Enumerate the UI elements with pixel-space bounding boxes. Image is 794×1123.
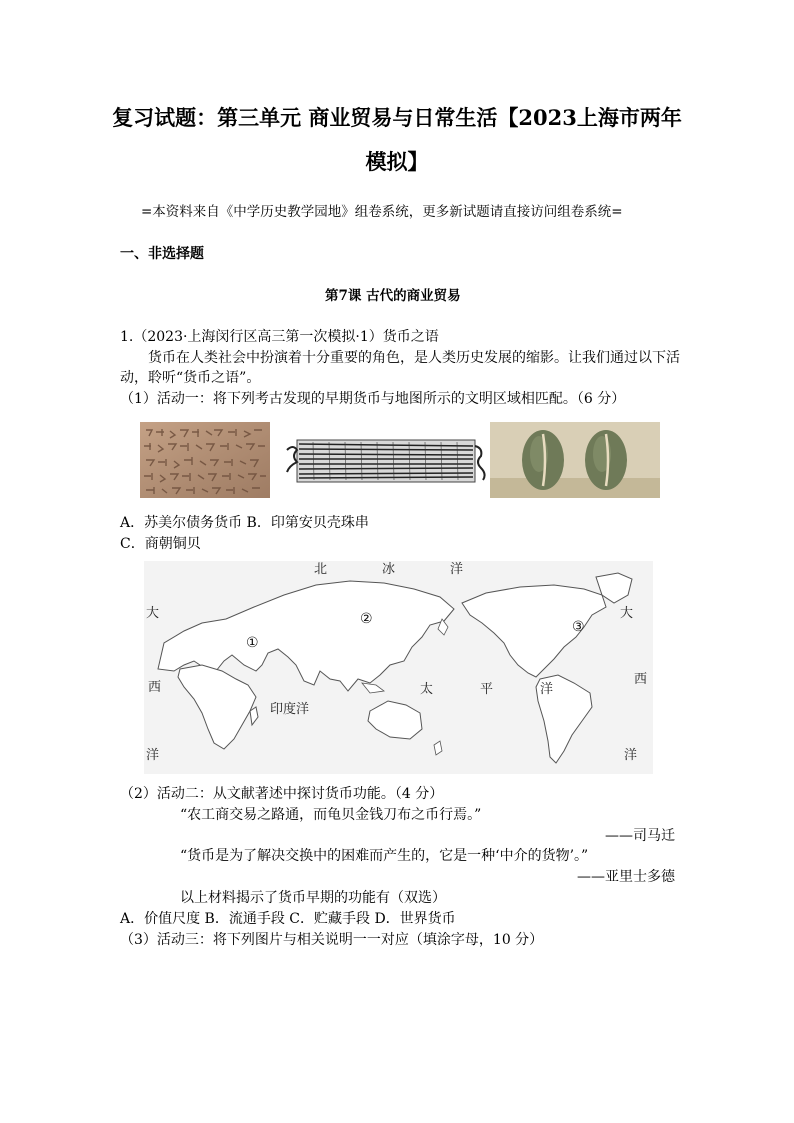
map-label-indian-ocean: 印度洋 xyxy=(270,702,310,717)
map-label-arctic-2: 冰 xyxy=(382,562,396,577)
map-label-atlantic-left-1: 大 xyxy=(146,606,160,621)
activity-two-choices: A．价值尺度 B．流通手段 C．贮藏手段 D．世界货币 xyxy=(120,911,456,927)
map-label-pacific-1: 太 xyxy=(420,682,434,697)
map-label-arctic-3: 洋 xyxy=(450,562,464,577)
section-heading: 一、非选择题 xyxy=(120,246,204,262)
question-intro: 货币在人类社会中扮演着十分重要的角色，是人类历史发展的缩影。让我们通过以下活 xyxy=(148,350,680,366)
options-line: A．苏美尔债务货币 B．印第安贝壳珠串 xyxy=(120,515,369,531)
map-label-pacific-3: 洋 xyxy=(540,682,554,697)
quote-sima-qian: “农工商交易之路通，而龟贝金钱刀布之币行焉。” xyxy=(180,807,482,823)
activity-two-prompt: （2）活动二：从文献著述中探讨货币功能。（4 分） xyxy=(120,786,444,802)
map-label-pacific-2: 平 xyxy=(480,682,494,697)
quote-attribution-aristotle: ——亚里士多德 xyxy=(577,869,675,885)
map-marker-3: ③ xyxy=(572,619,585,635)
map-label-arctic-1: 北 xyxy=(314,562,328,577)
activity-two-question: 以上材料揭示了货币早期的功能有（双选） xyxy=(180,890,446,906)
question-header: 1.（2023·上海闵行区高三第一次模拟·1）货币之语 xyxy=(120,329,439,345)
page-title-continued: 模拟】 xyxy=(365,149,429,174)
activity-three-prompt: （3）活动三：将下列图片与相关说明一一对应（填涂字母，10 分） xyxy=(120,932,544,948)
world-map xyxy=(144,561,653,774)
clay-tablet-image xyxy=(140,422,270,498)
quote-attribution-sima-qian: ——司马迁 xyxy=(605,828,675,844)
map-label-atlantic-right-1: 大 xyxy=(620,606,634,621)
quote-aristotle: “货币是为了解决交换中的困难而产生的，它是一种‘中介的货物’。” xyxy=(180,848,589,864)
lesson-heading: 第7课 古代的商业贸易 xyxy=(325,288,461,304)
activity-one-prompt: （1）活动一：将下列考古发现的早期货币与地图所示的文明区域相匹配。（6 分） xyxy=(120,391,626,407)
map-marker-1: ① xyxy=(246,635,259,651)
wampum-beads-image xyxy=(283,434,487,488)
map-label-atlantic-left-2: 西 xyxy=(148,680,162,695)
map-marker-2: ② xyxy=(360,611,373,627)
map-label-atlantic-right-2: 西 xyxy=(634,672,648,687)
map-label-atlantic-left-3: 洋 xyxy=(146,748,160,763)
bronze-cowries-image xyxy=(490,422,660,498)
source-note: =本资料来自《中学历史教学园地》组卷系统，更多新试题请直接访问组卷系统= xyxy=(141,204,623,220)
question-intro-continued: 动，聆听“货币之语”。 xyxy=(120,370,261,386)
options-line-continued: C．商朝铜贝 xyxy=(120,536,201,552)
page-title: 复习试题：第三单元 商业贸易与日常生活【2023上海市两年 xyxy=(112,105,682,130)
map-label-atlantic-right-3: 洋 xyxy=(624,748,638,763)
